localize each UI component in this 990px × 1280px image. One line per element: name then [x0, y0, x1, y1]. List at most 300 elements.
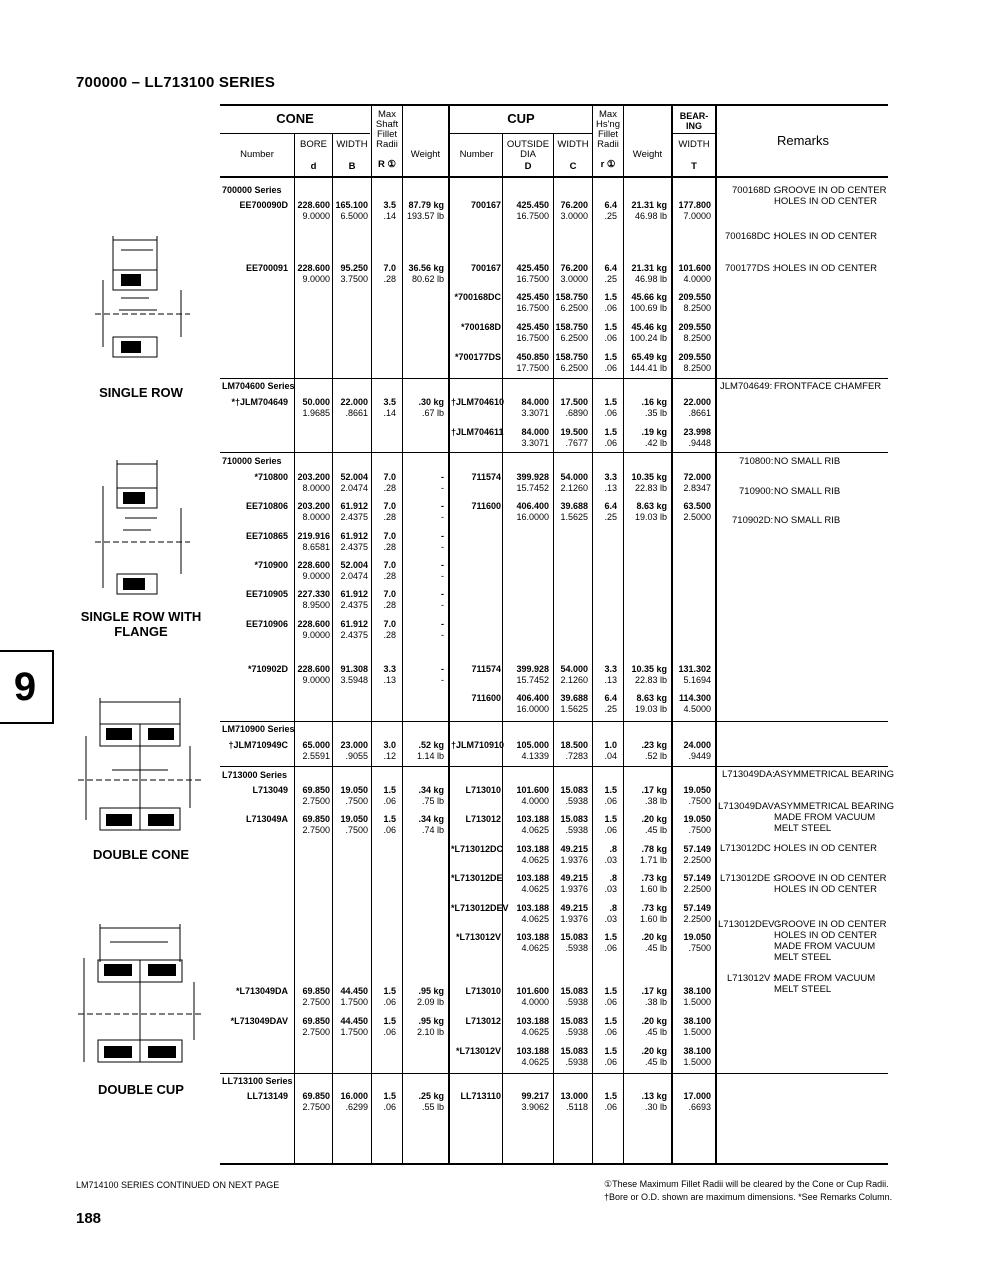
- cell-km: .73 kg: [641, 903, 667, 913]
- cell-tm: 57.149: [683, 873, 711, 883]
- cell-ti: 8.2500: [683, 363, 711, 373]
- cell-hi: .06: [604, 438, 617, 448]
- cell-bm: 69.850: [302, 814, 330, 824]
- cell-rm: 1.5: [383, 1016, 396, 1026]
- cell-cn: *L713049DAV: [230, 1016, 288, 1026]
- cell-om: 103.188: [516, 932, 549, 942]
- cell-km: .17 kg: [641, 785, 667, 795]
- cell-gi: 80.62 lb: [411, 274, 444, 284]
- cell-tm: 177.800: [678, 200, 711, 210]
- cell-gi: .75 lb: [421, 796, 444, 806]
- cell-hm: 1.5: [604, 1091, 617, 1101]
- cell-pn: L713010: [465, 986, 501, 996]
- cell-cm: 15.083: [560, 814, 588, 824]
- cell-oi: 3.9062: [521, 1102, 549, 1112]
- cell-oi: 15.7452: [516, 483, 549, 493]
- table-row: [0, 740, 990, 768]
- cell-ti: .7500: [688, 943, 711, 953]
- cell-km: .20 kg: [641, 1016, 667, 1026]
- cell-ti: 7.0000: [683, 211, 711, 221]
- cell-oi: 4.0625: [521, 914, 549, 924]
- page-title: 700000 – LL713100 SERIES: [76, 74, 276, 91]
- cell-bm: 219.916: [297, 531, 330, 541]
- header-sym-T: T: [691, 161, 697, 172]
- cell-hm: 6.4: [604, 200, 617, 210]
- cell-rm: 3.5: [383, 397, 396, 407]
- cell-tm: 23.998: [683, 427, 711, 437]
- cell-ti: 2.5000: [683, 512, 711, 522]
- cell-pn: *700168D: [460, 322, 501, 332]
- remark: 700168D : GROOVE IN OD CENTER HOLES IN OD CENTER: [732, 185, 887, 207]
- cell-ci: 1.5625: [560, 512, 588, 522]
- cell-cn: *710800: [254, 472, 288, 482]
- cell-wm: 19.050: [340, 814, 368, 824]
- cell-km: 45.46 kg: [631, 322, 667, 332]
- figure-label-double-cone: DOUBLE CONE: [92, 847, 190, 862]
- cell-hm: 1.0: [604, 740, 617, 750]
- cell-gm: -: [441, 501, 444, 511]
- header-cone-weight: Weight: [410, 149, 441, 160]
- cell-ci: .5938: [565, 943, 588, 953]
- cell-km: .23 kg: [641, 740, 667, 750]
- cell-ri: .06: [383, 1027, 396, 1037]
- cell-rm: 7.0: [383, 531, 396, 541]
- cell-km: .17 kg: [641, 986, 667, 996]
- series-label: 700000 Series: [222, 185, 282, 195]
- cell-ki: 22.83 lb: [634, 483, 667, 493]
- cell-cn: *†JLM704649: [231, 397, 288, 407]
- cell-ki: 1.71 lb: [639, 855, 667, 865]
- cell-tm: 19.050: [683, 785, 711, 795]
- cell-ti: 8.2500: [683, 303, 711, 313]
- cell-ci: .7677: [565, 438, 588, 448]
- cell-ri: .28: [383, 630, 396, 640]
- cell-rm: 7.0: [383, 619, 396, 629]
- cell-om: 84.000: [521, 427, 549, 437]
- table-row: [0, 352, 990, 380]
- cell-tm: 57.149: [683, 844, 711, 854]
- cell-bi: 2.7500: [302, 796, 330, 806]
- cell-om: 103.188: [516, 903, 549, 913]
- cell-ki: .52 lb: [644, 751, 667, 761]
- cell-bi: 2.7500: [302, 1102, 330, 1112]
- cell-rm: 7.0: [383, 263, 396, 273]
- header-cup: CUP: [507, 111, 535, 126]
- cell-pn: 711574: [471, 664, 501, 674]
- cell-ci: 1.9376: [560, 855, 588, 865]
- cell-tm: 57.149: [683, 903, 711, 913]
- cell-ci: .7283: [565, 751, 588, 761]
- cell-gm: -: [441, 664, 444, 674]
- figure-label-single-row: SINGLE ROW: [99, 385, 183, 400]
- cell-ci: 3.0000: [560, 211, 588, 221]
- cell-wi: 2.4375: [340, 630, 368, 640]
- table-row: [0, 619, 990, 647]
- cell-cm: 158.750: [555, 292, 588, 302]
- cell-bi: 8.6581: [302, 542, 330, 552]
- header-max-hsng: Max Hs'ng Fillet Radii: [596, 109, 620, 150]
- table-header-rule: [220, 176, 888, 178]
- cell-cm: 49.215: [560, 903, 588, 913]
- header-cone: CONE: [276, 111, 314, 126]
- table-row: [0, 589, 990, 617]
- cell-cm: 158.750: [555, 322, 588, 332]
- cell-ki: .38 lb: [644, 796, 667, 806]
- cell-bi: 2.7500: [302, 1027, 330, 1037]
- cell-ti: 4.5000: [683, 704, 711, 714]
- cell-tm: 72.000: [683, 472, 711, 482]
- cell-rm: 7.0: [383, 589, 396, 599]
- cell-hi: .13: [604, 675, 617, 685]
- cell-ci: .5938: [565, 825, 588, 835]
- cell-wi: 1.7500: [340, 997, 368, 1007]
- cell-gi: 2.10 lb: [416, 1027, 444, 1037]
- cell-rm: 1.5: [383, 1091, 396, 1101]
- table-row: [0, 292, 990, 320]
- cell-wi: 2.0474: [340, 483, 368, 493]
- cell-ci: 2.1260: [560, 483, 588, 493]
- cell-tm: 38.100: [683, 1016, 711, 1026]
- cell-bm: 69.850: [302, 986, 330, 996]
- cell-gm: .95 kg: [418, 986, 444, 996]
- cell-oi: 16.7500: [516, 211, 549, 221]
- cell-om: 103.188: [516, 1016, 549, 1026]
- cell-gi: -: [441, 600, 444, 610]
- cell-wi: 2.4375: [340, 542, 368, 552]
- cell-bm: 228.600: [297, 560, 330, 570]
- cell-gm: -: [441, 619, 444, 629]
- cell-cn: EE710906: [245, 619, 288, 629]
- cell-ti: 2.2500: [683, 914, 711, 924]
- cell-ki: 100.69 lb: [629, 303, 667, 313]
- cell-ki: .45 lb: [644, 1057, 667, 1067]
- cell-ti: 5.1694: [683, 675, 711, 685]
- cell-oi: 17.7500: [516, 363, 549, 373]
- cell-rm: 1.5: [383, 814, 396, 824]
- cell-gi: -: [441, 542, 444, 552]
- cell-cm: 15.083: [560, 785, 588, 795]
- cell-pn: *L713012DEV: [451, 903, 509, 913]
- cell-ci: .5938: [565, 1057, 588, 1067]
- cell-cn: LL713149: [246, 1091, 288, 1101]
- cell-wi: 2.4375: [340, 512, 368, 522]
- figure-label-single-row-flange: SINGLE ROW WITH FLANGE: [80, 609, 202, 639]
- table-row: [0, 560, 990, 588]
- cell-om: 105.000: [516, 740, 549, 750]
- cell-hm: 1.5: [604, 397, 617, 407]
- cell-oi: 4.0000: [521, 997, 549, 1007]
- cell-oi: 16.0000: [516, 512, 549, 522]
- cell-wm: 52.004: [340, 560, 368, 570]
- cone-underline: [220, 133, 370, 134]
- cell-pn: *L713012DC: [451, 844, 504, 854]
- cell-ci: 3.0000: [560, 274, 588, 284]
- remark: L713012V : MADE FROM VACUUM MELT STEEL: [727, 973, 876, 995]
- cell-ki: .45 lb: [644, 825, 667, 835]
- cell-oi: 4.0625: [521, 825, 549, 835]
- header-sym-D: D: [524, 161, 532, 172]
- table-row: [0, 322, 990, 350]
- cell-cm: 15.083: [560, 1016, 588, 1026]
- cell-gm: 87.79 kg: [408, 200, 444, 210]
- table-row: [0, 472, 990, 500]
- cell-ti: 2.2500: [683, 855, 711, 865]
- cell-oi: 16.7500: [516, 333, 549, 343]
- cell-oi: 3.3071: [521, 438, 549, 448]
- cell-bi: 9.0000: [302, 675, 330, 685]
- cell-hi: .25: [604, 704, 617, 714]
- cell-cn: †JLM710949C: [228, 740, 288, 750]
- cell-tm: 38.100: [683, 1046, 711, 1056]
- cell-om: 425.450: [516, 292, 549, 302]
- cell-om: 103.188: [516, 814, 549, 824]
- cell-rm: 1.5: [383, 986, 396, 996]
- cell-om: 425.450: [516, 200, 549, 210]
- cell-om: 84.000: [521, 397, 549, 407]
- cell-rm: 7.0: [383, 472, 396, 482]
- remark: JLM704649: FRONTFACE CHAMFER: [720, 381, 882, 392]
- cell-ki: 1.60 lb: [639, 914, 667, 924]
- cell-gm: -: [441, 531, 444, 541]
- cell-gi: 193.57 lb: [406, 211, 444, 221]
- cell-ki: 46.98 lb: [634, 274, 667, 284]
- cell-ti: 1.5000: [683, 1057, 711, 1067]
- cell-km: 10.35 kg: [631, 472, 667, 482]
- header-cone-number: Number: [240, 149, 274, 160]
- cell-gi: .55 lb: [421, 1102, 444, 1112]
- cell-hi: .06: [604, 1102, 617, 1112]
- cell-wi: .6299: [345, 1102, 368, 1112]
- cell-cn: *710900: [254, 560, 288, 570]
- cell-cm: 13.000: [560, 1091, 588, 1101]
- cell-ri: .28: [383, 274, 396, 284]
- cell-hi: .06: [604, 408, 617, 418]
- cell-cm: 39.688: [560, 693, 588, 703]
- cell-cn: EE710865: [245, 531, 288, 541]
- cell-cm: 76.200: [560, 263, 588, 273]
- cell-bm: 69.850: [302, 1016, 330, 1026]
- cell-ki: 144.41 lb: [629, 363, 667, 373]
- cell-tm: 19.050: [683, 814, 711, 824]
- cell-hm: 6.4: [604, 501, 617, 511]
- section-tab: 9: [0, 650, 54, 724]
- cell-hm: 6.4: [604, 693, 617, 703]
- cell-wm: 22.000: [340, 397, 368, 407]
- series-label: L713000 Series: [222, 770, 288, 780]
- cell-hi: .25: [604, 274, 617, 284]
- table-row: [0, 1046, 990, 1074]
- cell-wm: 61.912: [340, 531, 368, 541]
- series-label: 710000 Series: [222, 456, 282, 466]
- cell-hm: 1.5: [604, 292, 617, 302]
- remark: L713012DEV : GROOVE IN OD CENTER HOLES IN OD CENTER MADE FROM VACUUM MELT STEEL: [718, 919, 887, 963]
- cell-hm: .8: [609, 844, 617, 854]
- remark: 710800: NO SMALL RIB: [739, 456, 841, 467]
- cell-pn: †JLM704610: [451, 397, 505, 407]
- cell-tm: 114.300: [678, 693, 711, 703]
- cell-km: .20 kg: [641, 814, 667, 824]
- cell-wi: .7500: [345, 825, 368, 835]
- cell-cm: 158.750: [555, 352, 588, 362]
- cell-bi: 2.5591: [302, 751, 330, 761]
- cell-km: 10.35 kg: [631, 664, 667, 674]
- cell-pn: †JLM710910: [451, 740, 505, 750]
- header-cup-weight: Weight: [632, 149, 663, 160]
- cell-bm: 228.600: [297, 619, 330, 629]
- cell-om: 101.600: [516, 785, 549, 795]
- cell-cm: 19.500: [560, 427, 588, 437]
- cell-gi: .67 lb: [421, 408, 444, 418]
- cell-bm: 228.600: [297, 263, 330, 273]
- cell-ci: 6.2500: [560, 303, 588, 313]
- cell-wm: 44.450: [340, 1016, 368, 1026]
- cell-cn: EE700091: [245, 263, 288, 273]
- cell-oi: 16.7500: [516, 303, 549, 313]
- cell-cm: 54.000: [560, 664, 588, 674]
- cell-hi: .06: [604, 1057, 617, 1067]
- cell-ki: .45 lb: [644, 943, 667, 953]
- cell-cm: 76.200: [560, 200, 588, 210]
- cell-hi: .06: [604, 943, 617, 953]
- cell-bm: 203.200: [297, 472, 330, 482]
- cell-ri: .28: [383, 542, 396, 552]
- cell-hi: .06: [604, 333, 617, 343]
- cell-pn: 711574: [471, 472, 501, 482]
- cell-hi: .06: [604, 825, 617, 835]
- cell-bi: 1.9685: [302, 408, 330, 418]
- cell-bm: 228.600: [297, 664, 330, 674]
- cell-tm: 17.000: [683, 1091, 711, 1101]
- cell-cm: 18.500: [560, 740, 588, 750]
- cell-ki: 19.03 lb: [634, 704, 667, 714]
- cell-hi: .06: [604, 363, 617, 373]
- cell-ti: 2.8347: [683, 483, 711, 493]
- cell-hm: 6.4: [604, 263, 617, 273]
- cell-bm: 69.850: [302, 1091, 330, 1101]
- table-row: [0, 397, 990, 425]
- cell-tm: 22.000: [683, 397, 711, 407]
- cell-pn: †JLM704611: [451, 427, 504, 437]
- remark: L713049DAV: ASYMMETRICAL BEARING MADE FROM VACUUM MELT STEEL: [718, 801, 895, 834]
- cell-oi: 4.0000: [521, 796, 549, 806]
- header-cup-width: WIDTH: [557, 139, 589, 150]
- series-rule: [220, 721, 888, 722]
- series-label: LM710900 Series: [222, 724, 295, 734]
- cell-gm: -: [441, 472, 444, 482]
- cell-oi: 4.1339: [521, 751, 549, 761]
- cell-wm: 61.912: [340, 619, 368, 629]
- cell-oi: 4.0625: [521, 1057, 549, 1067]
- cell-ki: 46.98 lb: [634, 211, 667, 221]
- cell-bm: 65.000: [302, 740, 330, 750]
- cell-km: .20 kg: [641, 1046, 667, 1056]
- remark: L713049DA: ASYMMETRICAL BEARING: [722, 769, 895, 780]
- table-row: [0, 693, 990, 721]
- cell-cn: EE700090D: [239, 200, 288, 210]
- cell-ci: .5938: [565, 796, 588, 806]
- remark: 700177DS : HOLES IN OD CENTER: [725, 263, 877, 274]
- cell-ki: 19.03 lb: [634, 512, 667, 522]
- cell-om: 425.450: [516, 263, 549, 273]
- cell-km: 8.63 kg: [636, 501, 667, 511]
- cell-tm: 209.550: [678, 292, 711, 302]
- cell-oi: 4.0625: [521, 943, 549, 953]
- cell-bi: 2.7500: [302, 997, 330, 1007]
- cell-hi: .06: [604, 1027, 617, 1037]
- cell-ri: .28: [383, 571, 396, 581]
- cell-wm: 61.912: [340, 501, 368, 511]
- cell-wm: 16.000: [340, 1091, 368, 1101]
- cell-cn: EE710905: [245, 589, 288, 599]
- header-bore: BORE: [300, 139, 327, 150]
- cell-cm: 49.215: [560, 844, 588, 854]
- cell-wi: .8661: [345, 408, 368, 418]
- cell-bi: 2.7500: [302, 825, 330, 835]
- remark: L713012DE : GROOVE IN OD CENTER HOLES IN OD CENTER: [720, 873, 887, 895]
- cell-km: .13 kg: [641, 1091, 667, 1101]
- cell-wi: 3.5948: [340, 675, 368, 685]
- cell-ki: 22.83 lb: [634, 675, 667, 685]
- cell-ki: .30 lb: [644, 1102, 667, 1112]
- cell-gi: -: [441, 675, 444, 685]
- cell-bi: 8.0000: [302, 512, 330, 522]
- page-number: 188: [76, 1210, 102, 1227]
- cell-ti: .7500: [688, 825, 711, 835]
- cell-gi: -: [441, 483, 444, 493]
- cell-ki: .42 lb: [644, 438, 667, 448]
- cell-oi: 3.3071: [521, 408, 549, 418]
- table-row: [0, 664, 990, 692]
- cell-rm: 7.0: [383, 560, 396, 570]
- cell-tm: 101.600: [678, 263, 711, 273]
- cell-tm: 63.500: [683, 501, 711, 511]
- remark: L713012DC : HOLES IN OD CENTER: [720, 843, 877, 854]
- cell-tm: 19.050: [683, 932, 711, 942]
- cell-ci: 2.1260: [560, 675, 588, 685]
- cell-hi: .25: [604, 512, 617, 522]
- cell-wi: 1.7500: [340, 1027, 368, 1037]
- cell-bi: 9.0000: [302, 211, 330, 221]
- cell-cm: 54.000: [560, 472, 588, 482]
- cell-ci: 6.2500: [560, 363, 588, 373]
- cell-ti: 2.2500: [683, 884, 711, 894]
- cell-hi: .25: [604, 211, 617, 221]
- cell-hi: .03: [604, 914, 617, 924]
- cell-ri: .28: [383, 600, 396, 610]
- header-max-shaft: Max Shaft Fillet Radii: [375, 109, 399, 150]
- cup-underline: [450, 133, 592, 134]
- table-bottom-rule: [220, 1163, 888, 1165]
- cell-ti: .9448: [688, 438, 711, 448]
- cell-hi: .04: [604, 751, 617, 761]
- cell-pn: 711600: [471, 501, 501, 511]
- cell-gi: -: [441, 630, 444, 640]
- cell-ri: .28: [383, 483, 396, 493]
- cell-hm: 1.5: [604, 932, 617, 942]
- cell-tm: 38.100: [683, 986, 711, 996]
- continued-note: LM714100 SERIES CONTINUED ON NEXT PAGE: [76, 1180, 280, 1190]
- cell-km: 45.66 kg: [631, 292, 667, 302]
- header-sym-R: R ①: [377, 159, 397, 170]
- cell-cn: *L713049DA: [235, 986, 288, 996]
- cell-hm: .8: [609, 903, 617, 913]
- cell-wm: 44.450: [340, 986, 368, 996]
- cell-wm: 61.912: [340, 589, 368, 599]
- cell-wm: 165.100: [335, 200, 368, 210]
- cell-oi: 15.7452: [516, 675, 549, 685]
- cell-wm: 23.000: [340, 740, 368, 750]
- cell-ri: .13: [383, 675, 396, 685]
